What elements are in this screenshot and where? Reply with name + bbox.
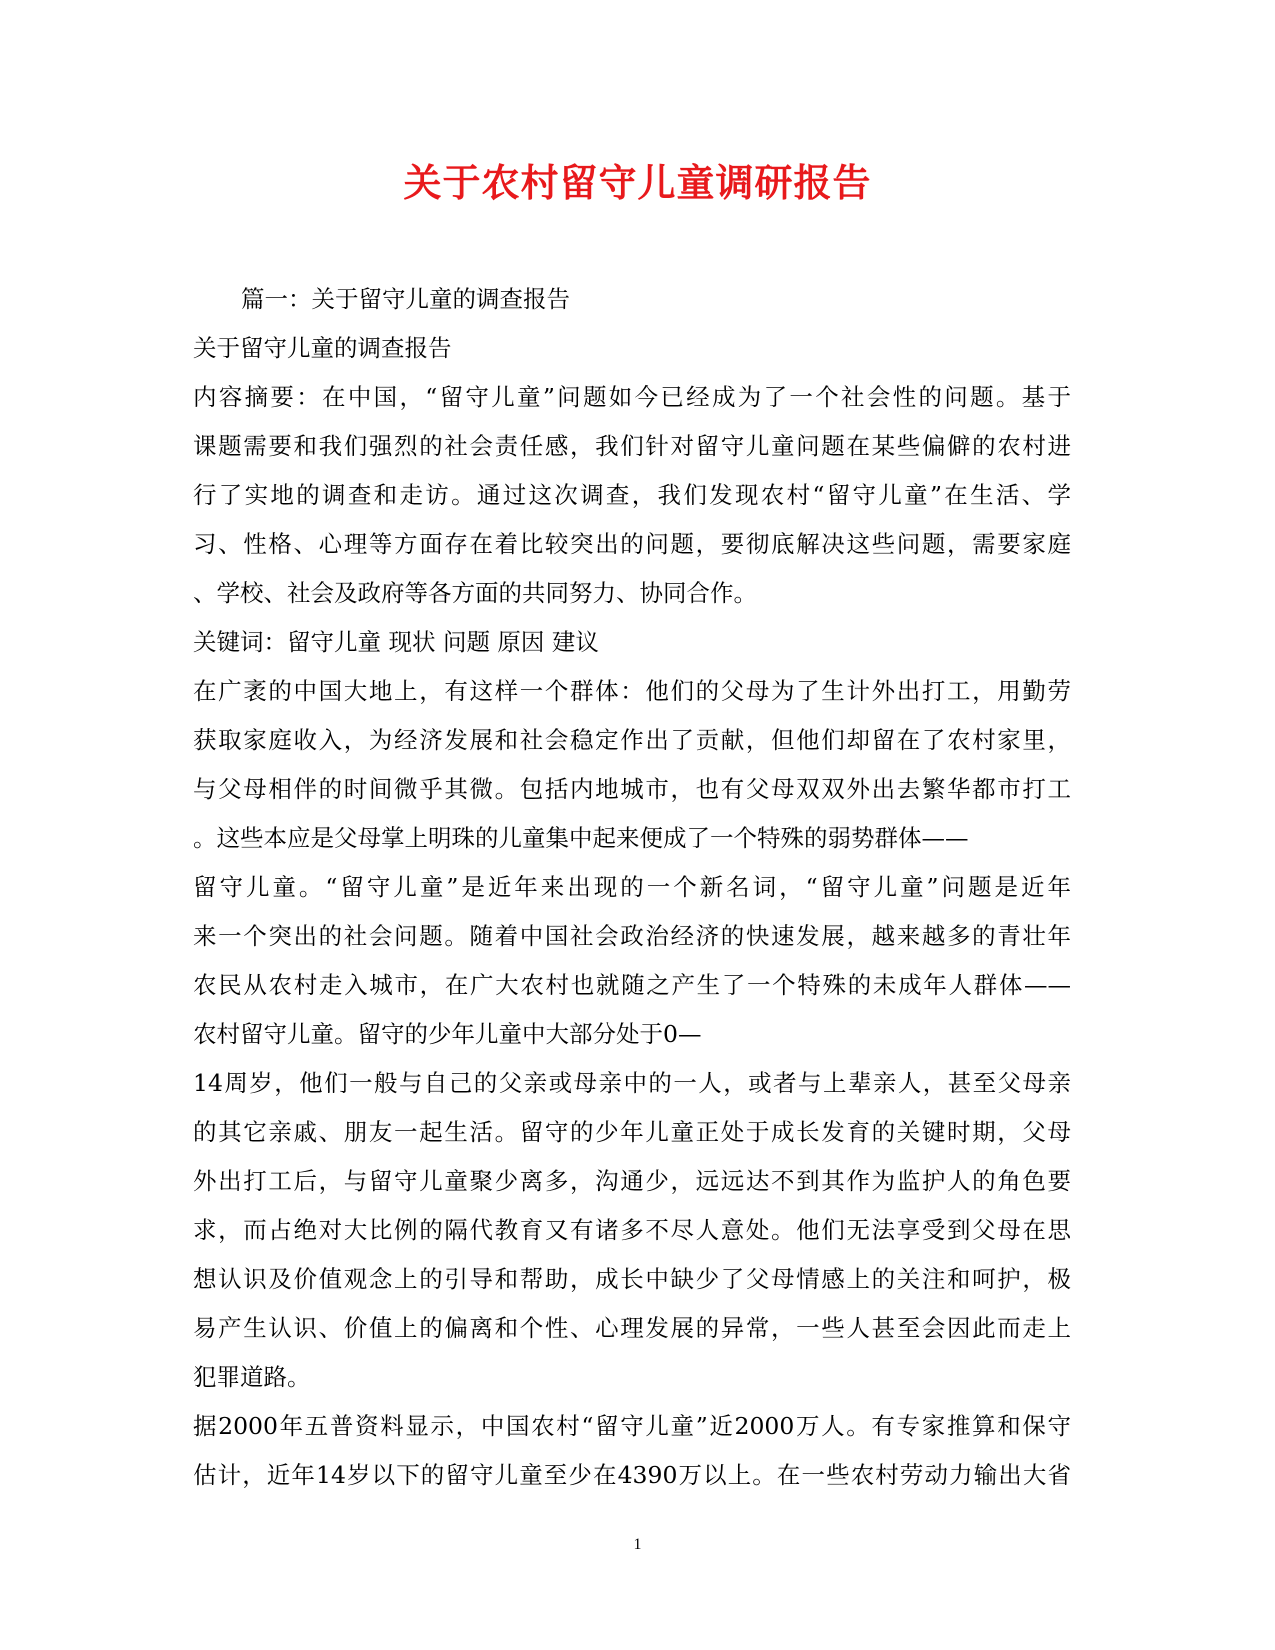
paragraph-line: 行了实地的调查和走访。通过这次调查，我们发现农村“留守儿童”在生活、学 <box>193 481 1071 509</box>
paragraph-line: 的其它亲戚、朋友一起生活。留守的少年儿童正处于成长发育的关键时期，父母 <box>193 1118 1071 1146</box>
paragraph-line: 想认识及价值观念上的引导和帮助，成长中缺少了父母情感上的关注和呵护，极 <box>193 1265 1071 1293</box>
paragraph-line: 、学校、社会及政府等各方面的共同努力、协同合作。 <box>193 579 757 607</box>
paragraph-line: 易产生认识、价值上的偏离和个性、心理发展的异常，一些人甚至会因此而走上 <box>193 1314 1071 1342</box>
paragraph-line: 农民从农村走入城市，在广大农村也就随之产生了一个特殊的未成年人群体—— <box>193 971 1071 999</box>
document-title: 关于农村留守儿童调研报告 <box>403 160 872 205</box>
page-number: 1 <box>633 1536 642 1553</box>
paragraph-line: 内容摘要：在中国，“留守儿童”问题如今已经成为了一个社会性的问题。基于 <box>193 383 1071 411</box>
paragraph-line: 课题需要和我们强烈的社会责任感，我们针对留守儿童问题在某些偏僻的农村进 <box>193 432 1071 460</box>
paragraph-line: 估计，近年14岁以下的留守儿童至少在4390万以上。在一些农村劳动力输出大省 <box>193 1461 1071 1489</box>
paragraph-line: 留守儿童。“留守儿童”是近年来出现的一个新名词，“留守儿童”问题是近年 <box>193 873 1071 901</box>
paragraph-line: 外出打工后，与留守儿童聚少离多，沟通少，远远达不到其作为监护人的角色要 <box>193 1167 1071 1195</box>
subheading: 关于留守儿童的调查报告 <box>193 334 452 362</box>
paragraph-line: 与父母相伴的时间微乎其微。包括内地城市，也有父母双双外出去繁华都市打工 <box>193 775 1071 803</box>
paragraph-line: 求，而占绝对大比例的隔代教育又有诸多不尽人意处。他们无法享受到父母在思 <box>193 1216 1071 1244</box>
paragraph-line: 犯罪道路。 <box>193 1363 311 1391</box>
paragraph-line: 14周岁，他们一般与自己的父亲或母亲中的一人，或者与上辈亲人，甚至父母亲 <box>193 1069 1071 1097</box>
paragraph-line: 习、性格、心理等方面存在着比较突出的问题，要彻底解决这些问题，需要家庭 <box>193 530 1071 558</box>
section-heading: 篇一：关于留守儿童的调查报告 <box>241 285 570 313</box>
paragraph-line: 在广袤的中国大地上，有这样一个群体：他们的父母为了生计外出打工，用勤劳 <box>193 677 1071 705</box>
paragraph-line: 。这些本应是父母掌上明珠的儿童集中起来便成了一个特殊的弱势群体—— <box>193 824 969 852</box>
paragraph-line: 来一个突出的社会问题。随着中国社会政治经济的快速发展，越来越多的青壮年 <box>193 922 1071 950</box>
document-body <box>193 275 1071 1500</box>
paragraph-line: 农村留守儿童。留守的少年儿童中大部分处于0— <box>193 1020 702 1048</box>
paragraph-line: 获取家庭收入，为经济发展和社会稳定作出了贡献，但他们却留在了农村家里， <box>193 726 1071 754</box>
keywords-line: 关键词：留守儿童 现状 问题 原因 建议 <box>193 628 599 656</box>
paragraph-line: 据2000年五普资料显示，中国农村“留守儿童”近2000万人。有专家推算和保守 <box>193 1412 1071 1440</box>
